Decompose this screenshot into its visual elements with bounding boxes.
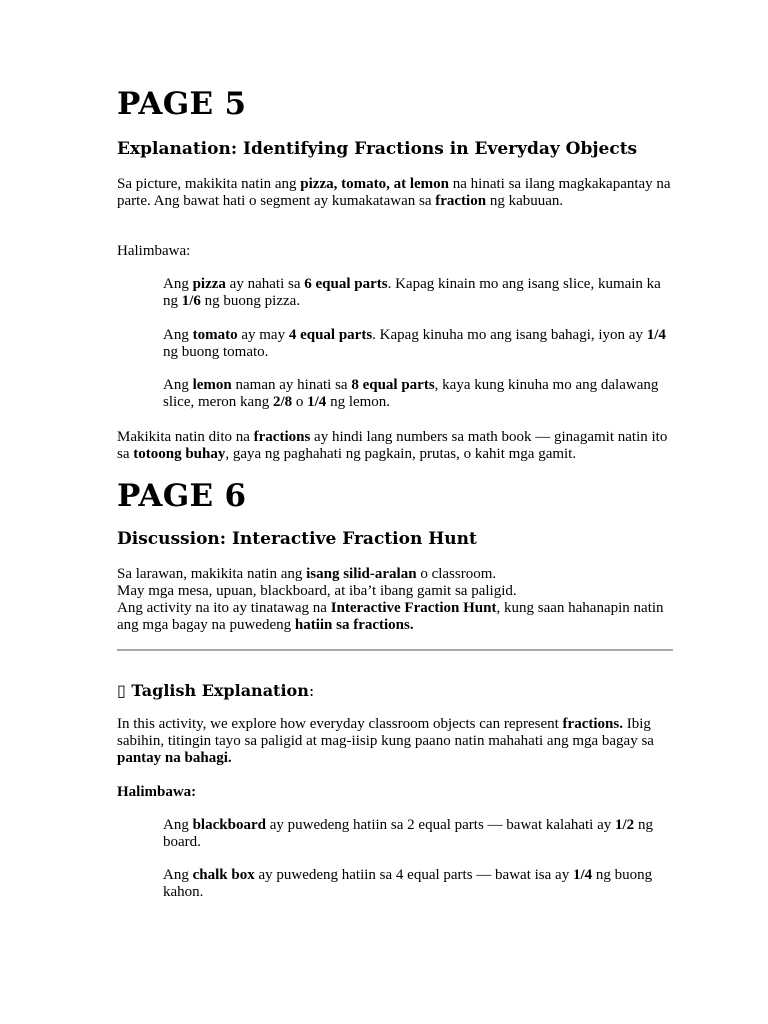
lemon-example: Ang lemon naman ay hinati sa 8 equal parts, kaya kung kinuha mo ang dalawang slice, meron kang 2/8 o 1/4 ng lemon.: [163, 377, 659, 410]
page5-intro-paragraph: Sa picture, makikita natin ang pizza, tomato, at lemon na hinati sa ilang magkakapantay na parte. Ang bawat hati o segment ay kumakatawan sa fraction ng kabuuan.: [117, 176, 671, 209]
missing-glyph-icon: ▯: [117, 681, 126, 700]
page5-example-label: Halimbawa:: [117, 243, 191, 259]
chalkbox-example: Ang chalk box ay puwedeng hatiin sa 4 equal parts — bawat isa ay 1/4 ng buong kahon.: [163, 867, 653, 900]
horizontal-divider: [117, 649, 673, 651]
page6-title: PAGE 6: [117, 478, 247, 514]
taglish-paragraph: In this activity, we explore how everyday classroom objects can represent fractions. Ibig sabihin, titingin tayo sa paligid at mag-iisip kung paano natin mahahati ang mga bagay sa pantay na bahagi.: [117, 716, 654, 766]
blackboard-example: Ang blackboard ay puwedeng hatiin sa 2 equal parts — bawat kalahati ay 1/2 ng board.: [163, 817, 653, 850]
page5-heading: Explanation: Identifying Fractions in Everyday Objects: [117, 139, 638, 159]
tomato-example: Ang tomato ay may 4 equal parts. Kapag kinuha mo ang isang bahagi, iyon ay 1/4 ng buong tomato.: [163, 327, 666, 360]
taglish-heading: ▯ Taglish Explanation:: [117, 681, 315, 700]
page6-heading: Discussion: Interactive Fraction Hunt: [117, 529, 477, 549]
page5-title: PAGE 5: [117, 86, 247, 122]
pizza-example: Ang pizza ay nahati sa 6 equal parts. Kapag kinain mo ang isang slice, kumain ka ng 1/6 ng buong pizza.: [163, 276, 661, 309]
page6-intro-paragraph: Sa larawan, makikita natin ang isang silid-aralan o classroom. May mga mesa, upuan, blackboard, at iba’t ibang gamit sa paligid. Ang activity na ito ay tinatawag na Interactive Fraction Hunt, kung saan hahanapin natin ang mga bagay na puwedeng hatiin sa fractions.: [117, 566, 664, 633]
page5-closing-paragraph: Makikita natin dito na fractions ay hindi lang numbers sa math book — ginagamit natin ito sa totoong buhay, gaya ng paghahati ng pagkain, prutas, o kahit mga gamit.: [117, 429, 668, 462]
page6-example-label: Halimbawa:: [117, 784, 197, 800]
